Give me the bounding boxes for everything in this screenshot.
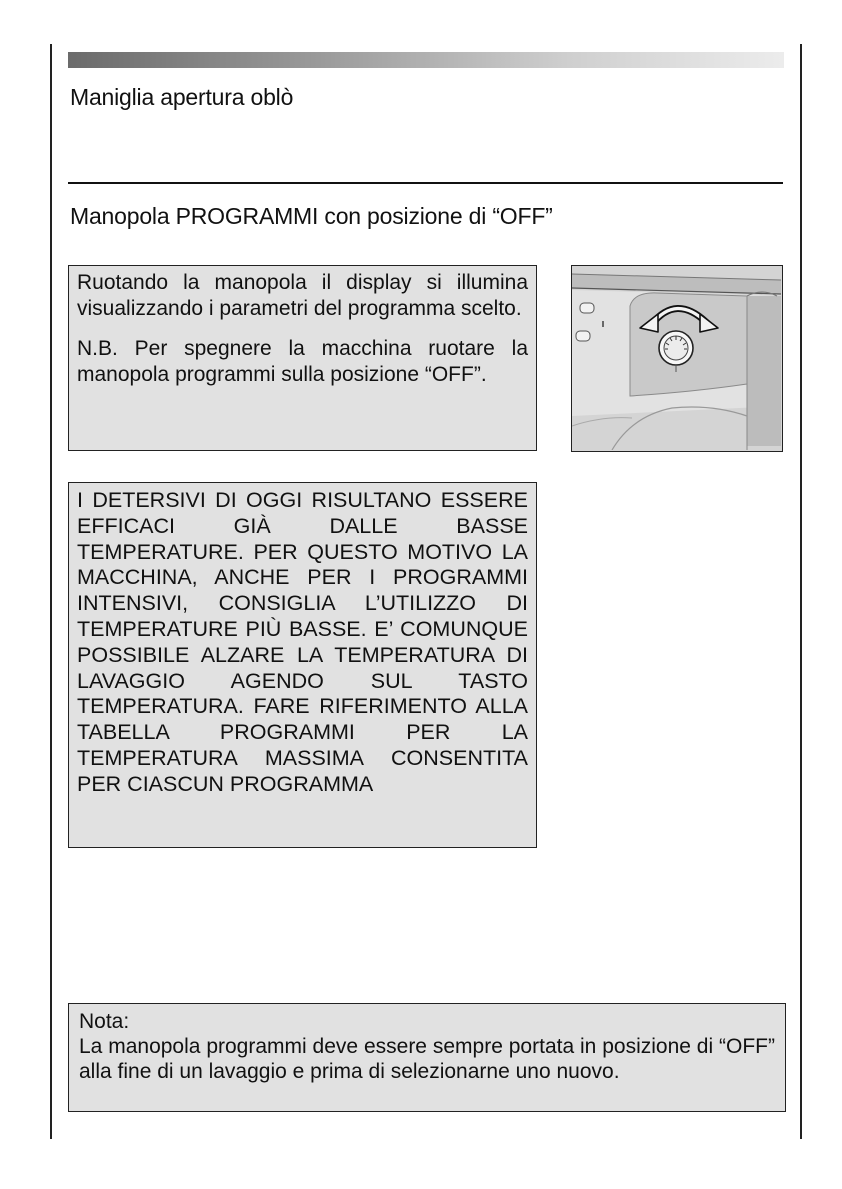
note-box bbox=[68, 1003, 786, 1112]
info-paragraph-1: Ruotando la manopola il display si illumina visualizzando i parametri del programma scelto. bbox=[77, 271, 528, 320]
heading-door-handle: Maniglia apertura oblò bbox=[70, 84, 294, 110]
note-label: Nota: bbox=[79, 1010, 130, 1033]
heading-program-knob: Manopola PROGRAMMI con posizione di “OFF” bbox=[70, 203, 553, 229]
note-text: La manopola programmi deve essere sempre portata in posizione di “OFF” alla fine di un lavaggio e prima di selezionarne uno nuovo. bbox=[79, 1035, 775, 1083]
detergent-warning-text: I DETERSIVI DI OGGI RISULTANO ESSERE EFFICACI GIÀ DALLE BASSE TEMPERATURE. PER QUESTO MOTIVO LA MACCHINA, ANCHE PER I PROGRAMMI INTENSIVI, CONSIGLIA L’UTILIZZO DI TEMPERATURE PIÙ BASSE. E’ COMUNQUE POSSIBILE ALZARE LA TEMPERATURA DI LAVAGGIO AGENDO SUL TASTO TEMPERATURA. FARE RIFERIMENTO ALLA TABELLA PROGRAMMI PER LA TEMPERATURA MASSIMA CONSENTITA PER CIASCUN PROGRAMMA bbox=[77, 488, 528, 796]
page-margin-left bbox=[50, 44, 52, 1139]
program-knob-rotation-icon bbox=[572, 266, 781, 450]
detergent-warning-box bbox=[68, 482, 537, 848]
info-box bbox=[68, 265, 537, 451]
page-margin-right bbox=[800, 44, 802, 1139]
program-knob-illustration bbox=[571, 265, 783, 452]
section-divider bbox=[68, 182, 783, 184]
info-paragraph-2: N.B. Per spegnere la macchina ruotare la manopola programmi sulla posizione “OFF”. bbox=[77, 337, 528, 386]
header-gradient-bar bbox=[68, 52, 784, 68]
